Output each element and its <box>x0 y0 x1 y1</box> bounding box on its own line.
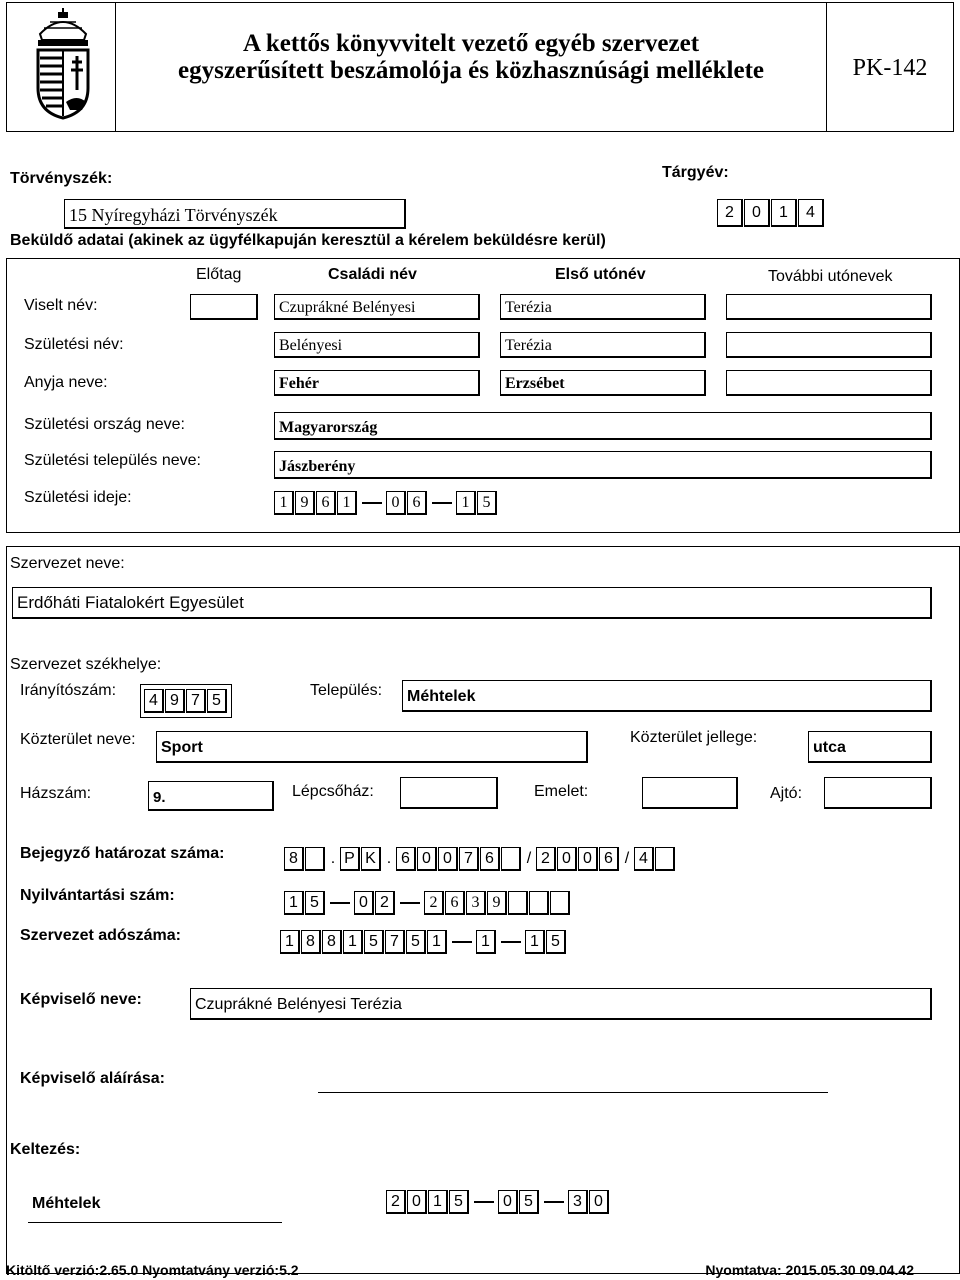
org-name-label: Szervezet neve: <box>10 555 125 572</box>
header-divider-right <box>826 2 827 132</box>
representative-field[interactable] <box>190 988 932 1020</box>
reg-char: 0 <box>354 891 374 915</box>
tax-dash <box>452 941 472 943</box>
year-label: Tárgyév: <box>662 164 729 181</box>
mother-first-field[interactable] <box>500 370 706 396</box>
floor-label: Emelet: <box>534 783 589 800</box>
reg-number-label: Nyilvántartási szám: <box>20 887 175 904</box>
worn-other-field[interactable] <box>726 294 932 320</box>
reg-char: 6 <box>445 891 465 915</box>
org-name-field[interactable] <box>12 587 932 619</box>
street-type-value: utca <box>813 739 846 756</box>
form-code: PK-142 <box>852 55 928 81</box>
dating-digit: 1 <box>428 1190 448 1214</box>
reg-char: 5 <box>305 891 325 915</box>
decision-cells[interactable] <box>284 847 676 871</box>
dating-digit: 2 <box>386 1190 406 1214</box>
zip-digit: 4 <box>144 689 164 713</box>
tax-digit: 5 <box>364 930 384 954</box>
street-type-label: Közterület jellege: <box>630 729 758 746</box>
birth-first-value: Terézia <box>505 337 552 354</box>
dob-digit: 9 <box>295 491 315 515</box>
street-label: Közterület neve: <box>20 731 136 748</box>
birth-town-value: Jászberény <box>279 458 356 475</box>
dating-digit: 5 <box>449 1190 469 1214</box>
dating-place-line <box>28 1222 282 1223</box>
sender-heading: Beküldő adatai (akinek az ügyfélkapuján keresztül a kérelem beküldésre kerül) <box>10 232 606 249</box>
dating-dash <box>474 1201 494 1203</box>
year-digit: 2 <box>717 199 743 227</box>
decision-char <box>305 847 325 871</box>
dob-digit: 6 <box>316 491 336 515</box>
reg-char <box>550 891 570 915</box>
org-name-value: Erdőháti Fiatalokért Egyesület <box>17 593 244 612</box>
dating-dash <box>544 1201 564 1203</box>
year-cells[interactable] <box>717 199 825 227</box>
signature-line[interactable] <box>318 1092 828 1093</box>
footer-printed: Nyomtatva: 2015.05.30 09.04.42 <box>705 1262 914 1278</box>
year-digit: 1 <box>771 199 797 227</box>
decision-char: P <box>340 847 360 871</box>
dob-dash <box>432 502 452 504</box>
house-field[interactable] <box>148 781 274 811</box>
reg-char: 1 <box>284 891 304 915</box>
signature-label: Képviselő aláírása: <box>20 1070 165 1087</box>
worn-family-value: Czuprákné Belényesi <box>279 299 416 316</box>
mother-first-value: Erzsébet <box>505 375 565 392</box>
dob-digit: 1 <box>274 491 294 515</box>
dating-digit: 3 <box>568 1190 588 1214</box>
zip-digit: 7 <box>186 689 206 713</box>
decision-char: 7 <box>459 847 479 871</box>
dob-digit: 1 <box>456 491 476 515</box>
court-label: Törvényszék: <box>10 170 113 187</box>
decision-char: K <box>361 847 381 871</box>
tax-number-label: Szervezet adószáma: <box>20 927 181 944</box>
birth-other-field[interactable] <box>726 332 932 358</box>
decision-char: 8 <box>284 847 304 871</box>
dob-digit: 0 <box>386 491 406 515</box>
decision-char: 0 <box>557 847 577 871</box>
worn-prefix-field[interactable] <box>190 294 258 320</box>
dob-dash <box>362 502 382 504</box>
zip-cells[interactable] <box>140 684 232 718</box>
decision-dot: . <box>330 850 336 867</box>
reg-char: 2 <box>375 891 395 915</box>
dating-label: Keltezés: <box>10 1141 81 1158</box>
tax-digit: 1 <box>525 930 545 954</box>
worn-name-label: Viselt név: <box>24 297 98 314</box>
decision-char: 6 <box>396 847 416 871</box>
tax-digit: 1 <box>343 930 363 954</box>
decision-char: 6 <box>480 847 500 871</box>
decision-char: 0 <box>578 847 598 871</box>
footer-version: Kitöltő verzió:2.65.0 Nyomtatvány verzió:5.2 <box>6 1262 299 1278</box>
decision-char: 0 <box>417 847 437 871</box>
reg-char <box>508 891 528 915</box>
birth-country-field[interactable] <box>274 412 932 440</box>
page-title-line1: A kettős könyvvitelt vezető egyéb szervezet <box>242 30 700 57</box>
tax-digit: 1 <box>476 930 496 954</box>
coat-of-arms-icon <box>28 6 98 126</box>
birth-date-cells[interactable] <box>274 491 498 515</box>
dating-date-cells[interactable] <box>386 1190 610 1214</box>
birth-date-label: Születési ideje: <box>24 489 132 506</box>
mother-family-field[interactable] <box>274 370 480 396</box>
street-value: Sport <box>161 739 203 756</box>
col-prefix: Előtag <box>196 266 242 283</box>
dating-digit: 0 <box>407 1190 427 1214</box>
tax-digit: 1 <box>427 930 447 954</box>
decision-slash: / <box>624 850 630 867</box>
tax-digit: 8 <box>301 930 321 954</box>
reg-char: 3 <box>466 891 486 915</box>
col-family: Családi név <box>328 266 417 283</box>
reg-char: 9 <box>487 891 507 915</box>
birth-town-field[interactable] <box>274 451 932 479</box>
worn-family-field[interactable] <box>274 294 480 320</box>
dating-digit: 0 <box>498 1190 518 1214</box>
decision-char: 4 <box>634 847 654 871</box>
zip-digit: 9 <box>165 689 185 713</box>
reg-dash <box>400 902 420 904</box>
floor-field[interactable] <box>642 777 738 809</box>
town-field[interactable] <box>402 680 932 712</box>
dob-digit: 5 <box>477 491 497 515</box>
year-digit: 0 <box>744 199 770 227</box>
tax-dash <box>501 941 521 943</box>
decision-char: 2 <box>536 847 556 871</box>
stair-field[interactable] <box>400 777 498 809</box>
birth-country-label: Születési ország neve: <box>24 416 185 433</box>
tax-digit: 7 <box>385 930 405 954</box>
org-seat-label: Szervezet székhelye: <box>10 656 162 673</box>
tax-digit: 5 <box>546 930 566 954</box>
birth-town-label: Születési település neve: <box>24 452 201 469</box>
dating-place: Méhtelek <box>32 1195 101 1212</box>
birth-name-label: Születési név: <box>24 336 124 353</box>
representative-value: Czuprákné Belényesi Terézia <box>195 996 402 1013</box>
court-value: 15 Nyíregyházi Törvényszék <box>69 205 278 225</box>
worn-first-value: Terézia <box>505 299 552 316</box>
birth-family-value: Belényesi <box>279 337 343 354</box>
reg-char <box>529 891 549 915</box>
birth-first-field[interactable] <box>500 332 706 358</box>
town-label: Település: <box>310 682 383 699</box>
mother-name-label: Anyja neve: <box>24 374 108 391</box>
mother-other-field[interactable] <box>726 370 932 396</box>
tax-digit: 1 <box>280 930 300 954</box>
decision-slash: / <box>526 850 532 867</box>
tax-digit: 5 <box>406 930 426 954</box>
tax-digit: 8 <box>322 930 342 954</box>
reg-char: 2 <box>424 891 444 915</box>
decision-char: 6 <box>599 847 619 871</box>
reg-dash <box>330 902 350 904</box>
decision-dot: . <box>386 850 392 867</box>
year-digit: 4 <box>798 199 824 227</box>
col-first: Első utónév <box>555 266 646 283</box>
col-other: További utónevek <box>768 268 893 285</box>
door-field[interactable] <box>824 777 932 809</box>
stair-label: Lépcsőház: <box>292 783 374 800</box>
decision-char: 0 <box>438 847 458 871</box>
page-title-line2: egyszerűsített beszámolója és közhasznúsági melléklete <box>178 57 764 84</box>
mother-family-value: Fehér <box>279 375 319 392</box>
dob-digit: 1 <box>337 491 357 515</box>
worn-first-field[interactable] <box>500 294 706 320</box>
dob-digit: 6 <box>407 491 427 515</box>
decision-label: Bejegyző határozat száma: <box>20 845 225 862</box>
representative-label: Képviselő neve: <box>20 991 142 1008</box>
decision-char <box>501 847 521 871</box>
zip-label: Irányítószám: <box>20 682 117 699</box>
zip-digit: 5 <box>207 689 227 713</box>
tax-number-cells[interactable] <box>280 930 567 954</box>
town-value: Méhtelek <box>407 688 476 705</box>
header-divider-left <box>115 2 116 132</box>
reg-number-cells[interactable] <box>284 891 571 915</box>
street-field[interactable] <box>156 731 588 763</box>
court-field[interactable] <box>64 199 406 229</box>
dating-digit: 0 <box>589 1190 609 1214</box>
dating-digit: 5 <box>519 1190 539 1214</box>
street-type-field[interactable] <box>808 731 932 763</box>
birth-country-value: Magyarország <box>279 419 378 436</box>
door-label: Ajtó: <box>770 785 803 802</box>
decision-char <box>655 847 675 871</box>
house-value: 9. <box>153 789 166 806</box>
house-label: Házszám: <box>20 785 92 802</box>
birth-family-field[interactable] <box>274 332 480 358</box>
